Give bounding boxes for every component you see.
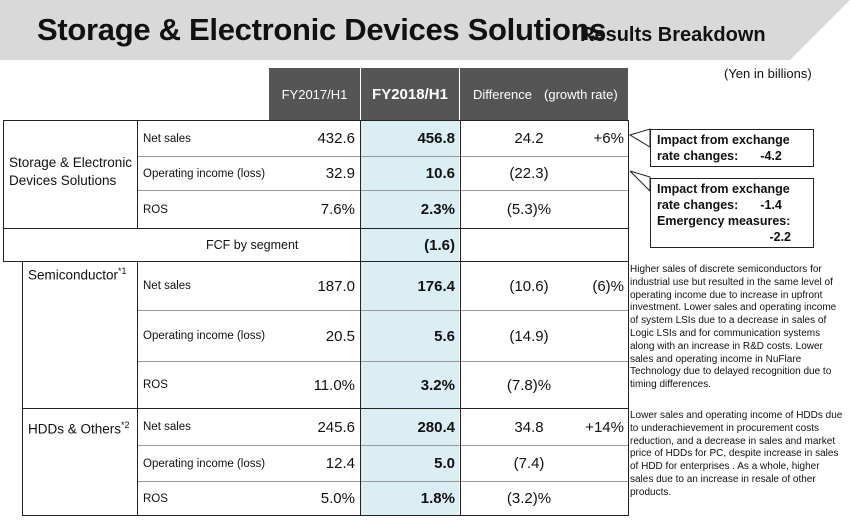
cell-difference: 34.8 bbox=[514, 418, 544, 436]
grid-line bbox=[137, 261, 138, 516]
cell-difference: (22.3) bbox=[509, 165, 549, 182]
cell-fy2018: 176.4 bbox=[417, 277, 455, 295]
segment-name-line: Devices Solutions bbox=[9, 173, 117, 188]
header-growth-label: (growth rate) bbox=[544, 86, 618, 102]
header-difference bbox=[460, 68, 628, 120]
fcf-label: FCF by segment bbox=[206, 238, 299, 252]
cell-fy2018: 5.0 bbox=[434, 455, 455, 472]
commentary-line: operating income due to increase in upfront bbox=[630, 289, 823, 301]
commentary-line: industrial use but resulted in the same level of bbox=[630, 276, 833, 288]
row-label: ROS bbox=[143, 379, 168, 391]
footnote-marker: *1 bbox=[118, 266, 127, 276]
segment-name-sed bbox=[9, 154, 132, 190]
cell-fy2018: 10.6 bbox=[425, 165, 455, 182]
footnote-marker: *2 bbox=[121, 420, 130, 430]
note-value: -1.4 bbox=[760, 198, 782, 212]
commentary-line: Technology due to delayed recognition due to bbox=[630, 366, 832, 378]
segment-name-text: HDDs & Others bbox=[28, 421, 122, 437]
note-label: rate changes: bbox=[657, 149, 739, 163]
cell-fy2017: 245.6 bbox=[317, 418, 355, 436]
semiconductor-commentary bbox=[630, 264, 846, 392]
cell-fy2017: 11.0% bbox=[313, 376, 355, 394]
note-label: rate changes: bbox=[657, 198, 739, 212]
cell-fy2018: 3.2% bbox=[420, 376, 455, 394]
grid-line bbox=[22, 261, 23, 516]
cell-fy2017: 432.6 bbox=[317, 130, 355, 147]
commentary-line: Higher sales of discrete semiconductors for bbox=[630, 264, 822, 275]
cell-fy2017: 32.9 bbox=[325, 165, 355, 182]
commentary-line: of HDD for enterprises . As a whole, higher bbox=[630, 461, 820, 473]
cell-fy2018: 2.3% bbox=[420, 201, 455, 218]
note-value: -2.2 bbox=[769, 230, 791, 244]
row-label: Operating income (loss) bbox=[143, 167, 266, 180]
cell-fy2017: 20.5 bbox=[325, 327, 355, 345]
header-difference-label: Difference bbox=[473, 86, 533, 102]
cell-fy2017: 12.4 bbox=[325, 455, 355, 472]
segment-name-semiconductor bbox=[28, 266, 127, 283]
callout-pointer bbox=[630, 129, 650, 147]
row-label: ROS bbox=[143, 492, 168, 505]
header-fy2018: FY2018/H1 bbox=[361, 68, 459, 120]
note-line bbox=[657, 148, 807, 164]
commentary-line: reduction, and a decrease in sales and market bbox=[630, 435, 836, 447]
cell-difference: (7.4) bbox=[513, 455, 545, 472]
note-exchange-impact-2 bbox=[650, 178, 814, 248]
row-label: Net sales bbox=[143, 280, 191, 292]
commentary-line: sales due to an increase in resale of other bbox=[630, 473, 816, 485]
row-label: Operating income (loss) bbox=[143, 457, 266, 470]
cell-difference: (14.9) bbox=[509, 327, 549, 345]
cell-fy2018: 456.8 bbox=[417, 130, 455, 147]
commentary-line: timing differences. bbox=[630, 379, 711, 391]
cell-fy2017: 5.0% bbox=[320, 490, 355, 507]
cell-growth: +6% bbox=[593, 130, 624, 147]
grid-line bbox=[3, 228, 628, 229]
commentary-line: Lower sales and operating income of HDDs due bbox=[630, 410, 843, 421]
commentary-line: of system LSIs due to a decrease in sales of bbox=[630, 315, 827, 327]
note-line: Impact from exchange bbox=[657, 133, 790, 147]
cell-difference: (5.3)% bbox=[506, 201, 552, 218]
page-subtitle: Results Breakdown bbox=[580, 24, 766, 46]
grid-line bbox=[137, 120, 138, 228]
row-label: Net sales bbox=[143, 421, 191, 433]
cell-difference: (7.8)% bbox=[506, 376, 552, 394]
row-label: ROS bbox=[143, 203, 168, 216]
cell-fy2017: 7.6% bbox=[320, 201, 355, 218]
cell-growth: (6)% bbox=[592, 277, 624, 295]
cell-fy2018: 5.6 bbox=[434, 327, 455, 345]
hdd-commentary bbox=[630, 410, 846, 500]
row-label: Net sales bbox=[143, 132, 191, 145]
grid-line bbox=[22, 515, 628, 516]
cell-difference: (3.2)% bbox=[506, 490, 552, 507]
commentary-line: products. bbox=[630, 486, 672, 498]
cell-growth: +14% bbox=[585, 418, 624, 436]
commentary-line: Logic LSIs and for communication systems bbox=[630, 327, 821, 339]
cell-fy2018: 1.8% bbox=[420, 490, 455, 507]
segment-name-hdd bbox=[28, 420, 130, 437]
cell-difference: (10.6) bbox=[509, 277, 549, 295]
note-line: Emergency measures: bbox=[657, 214, 791, 228]
page-title: Storage & Electronic Devices Solutions bbox=[37, 12, 607, 47]
cell-difference: 24.2 bbox=[514, 130, 544, 147]
unit-label: (Yen in billions) bbox=[724, 66, 812, 81]
segment-name-line: Storage & Electronic bbox=[9, 155, 133, 170]
row-label: Operating income (loss) bbox=[143, 330, 266, 342]
cell-fy2018: 280.4 bbox=[417, 418, 455, 436]
grid-line bbox=[3, 120, 4, 261]
header-fy2017: FY2017/H1 bbox=[269, 68, 360, 120]
note-line bbox=[657, 197, 807, 213]
commentary-line: along with an increase in R&D costs. Lower bbox=[630, 340, 823, 352]
fcf-value: (1.6) bbox=[424, 236, 455, 254]
commentary-line: price of HDDs for PC, despite increase in sales bbox=[630, 448, 839, 460]
note-value: -4.2 bbox=[760, 149, 782, 163]
commentary-line: sales and operating income in NuFlare bbox=[630, 353, 802, 365]
commentary-line: investment. Lower sales and operating income bbox=[630, 302, 837, 314]
cell-fy2017: 187.0 bbox=[317, 277, 355, 295]
note-exchange-impact-1 bbox=[650, 129, 814, 167]
commentary-line: to underachievement in procurement costs bbox=[630, 422, 819, 434]
note-line: Impact from exchange bbox=[657, 182, 790, 196]
segment-name-text: Semiconductor bbox=[28, 267, 119, 283]
callout-pointer bbox=[630, 171, 650, 191]
